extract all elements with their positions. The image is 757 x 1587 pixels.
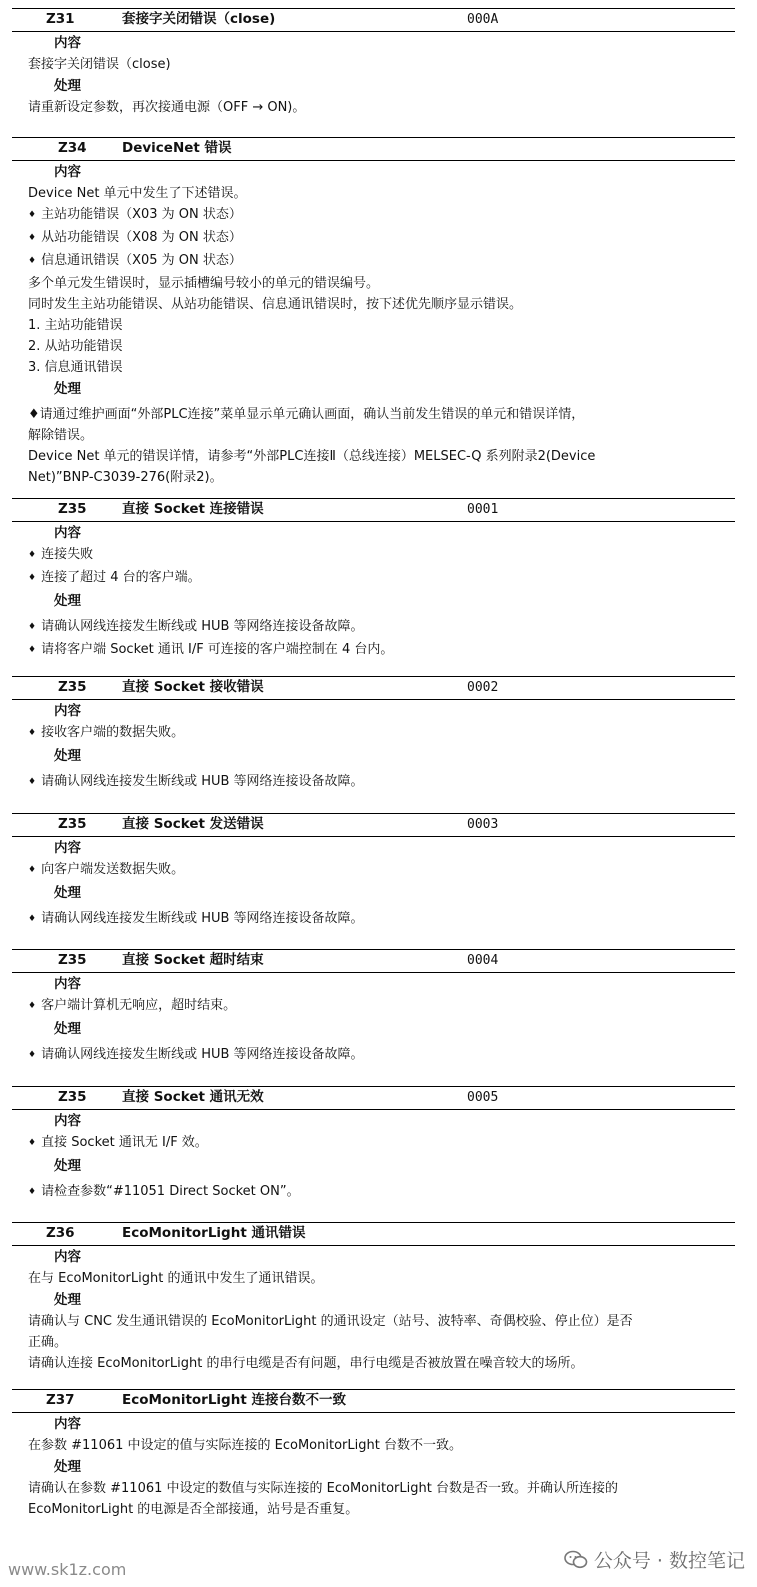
error-code: Z37 xyxy=(46,1392,75,1408)
content-line: ♦ 接收客户端的数据失败。 xyxy=(12,722,735,745)
content-label: 内容 xyxy=(54,703,81,719)
error-number: 0004 xyxy=(467,953,499,968)
content-label: 内容 xyxy=(54,1416,81,1432)
error-title: 直接 Socket 超时结束 xyxy=(122,952,264,968)
content-label: 内容 xyxy=(54,976,81,992)
action-line: 请确认在参数 #11061 中设定的数值与实际连接的 EcoMonitorLight 台数是否一致。并确认所连接的 xyxy=(28,1481,618,1496)
error-section xyxy=(12,137,735,488)
error-title: 直接 Socket 发送错误 xyxy=(122,816,264,832)
content-line: ♦ 从站功能错误（X08 为 ON 状态） xyxy=(12,227,735,250)
error-section xyxy=(12,8,735,118)
error-title: DeviceNet 错误 xyxy=(122,140,232,156)
error-title: 直接 Socket 接收错误 xyxy=(122,679,264,695)
action-line: 请重新设定参数，再次接通电源（OFF → ON)。 xyxy=(28,100,306,115)
content-label: 内容 xyxy=(54,164,81,180)
error-code: Z35 xyxy=(58,679,87,695)
error-header xyxy=(12,1086,735,1110)
action-line: 请确认与 CNC 发生通讯错误的 EcoMonitorLight 的通讯设定（站号、波特率、奇偶校验、停止位）是否 xyxy=(28,1314,633,1329)
content-line: ♦ 客户端计算机无响应，超时结束。 xyxy=(12,995,735,1018)
error-section xyxy=(12,498,735,662)
content-line: 套接字关闭错误（close) xyxy=(28,57,171,72)
action-line: ♦ 请检查参数“#11051 Direct Socket ON”。 xyxy=(12,1181,735,1204)
content-line: 2. 从站功能错误 xyxy=(28,339,123,354)
error-code: Z31 xyxy=(46,11,75,27)
error-header xyxy=(12,137,735,161)
error-number: 0003 xyxy=(467,817,499,832)
error-code: Z35 xyxy=(58,1089,87,1105)
error-title: EcoMonitorLight 通讯错误 xyxy=(122,1225,306,1241)
action-label: 处理 xyxy=(54,1158,81,1174)
action-line: EcoMonitorLight 的电源是否全部接通，站号是否重复。 xyxy=(28,1502,359,1517)
content-line: ♦ 连接了超过 4 台的客户端。 xyxy=(12,567,735,590)
error-code: Z35 xyxy=(58,501,87,517)
error-code: Z35 xyxy=(58,816,87,832)
error-number: 0001 xyxy=(467,502,499,517)
error-title: 直接 Socket 通讯无效 xyxy=(122,1089,264,1105)
action-label: 处理 xyxy=(54,1459,81,1475)
error-title: 套接字关闭错误（close) xyxy=(122,11,276,27)
error-code: Z34 xyxy=(58,140,87,156)
content-line: ♦ 向客户端发送数据失败。 xyxy=(12,859,735,882)
error-number: 0002 xyxy=(467,680,499,695)
error-section xyxy=(12,813,735,931)
error-title: EcoMonitorLight 连接台数不一致 xyxy=(122,1392,346,1408)
action-label: 处理 xyxy=(54,1021,81,1037)
content-line: ♦ 信息通讯错误（X05 为 ON 状态） xyxy=(12,250,735,273)
action-line: ♦ 请确认网线连接发生断线或 HUB 等网络连接设备故障。 xyxy=(12,908,735,931)
error-header xyxy=(12,1222,735,1246)
action-label: 处理 xyxy=(54,748,81,764)
action-label: 处理 xyxy=(54,1292,81,1308)
content-line: Device Net 单元中发生了下述错误。 xyxy=(28,186,247,201)
action-line: ♦ 请确认网线连接发生断线或 HUB 等网络连接设备故障。 xyxy=(12,771,735,794)
error-number: 000A xyxy=(467,12,499,27)
account-name: 公众号 · 数控笔记 xyxy=(593,1550,745,1572)
content-line: ♦ 连接失败 xyxy=(12,544,735,567)
content-line: 在参数 #11061 中设定的值与实际连接的 EcoMonitorLight 台数不一致。 xyxy=(28,1438,462,1453)
action-label: 处理 xyxy=(54,78,81,94)
error-header xyxy=(12,813,735,837)
content-line: 同时发生主站功能错误、从站功能错误、信息通讯错误时，按下述优先顺序显示错误。 xyxy=(28,297,523,312)
error-header xyxy=(12,949,735,973)
site-watermark: www.sk1z.com xyxy=(8,1560,127,1579)
content-label: 内容 xyxy=(54,1249,81,1265)
action-line: 解除错误。 xyxy=(28,428,94,443)
content-label: 内容 xyxy=(54,1113,81,1129)
error-header xyxy=(12,498,735,522)
action-line: 请确认连接 EcoMonitorLight 的串行电缆是否有问题，串行电缆是否被放置在噪音较大的场所。 xyxy=(28,1356,584,1371)
error-header xyxy=(12,676,735,700)
content-label: 内容 xyxy=(54,840,81,856)
error-title: 直接 Socket 连接错误 xyxy=(122,501,264,517)
content-line: 3. 信息通讯错误 xyxy=(28,360,123,375)
content-line: 1. 主站功能错误 xyxy=(28,318,123,333)
error-code: Z36 xyxy=(46,1225,75,1241)
account-watermark xyxy=(564,1546,745,1573)
action-line: Net)”BNP-C3039-276(附录2)。 xyxy=(28,470,223,485)
content-line: ♦ 主站功能错误（X03 为 ON 状态） xyxy=(12,204,735,227)
content-label: 内容 xyxy=(54,35,81,51)
action-line: ♦ 请确认网线连接发生断线或 HUB 等网络连接设备故障。 xyxy=(12,1044,735,1067)
error-header xyxy=(12,8,735,32)
action-line: ♦ 请将客户端 Socket 通讯 I/F 可连接的客户端控制在 4 台内。 xyxy=(12,639,735,662)
content-line: ♦ 直接 Socket 通讯无 I/F 效。 xyxy=(12,1132,735,1155)
error-section xyxy=(12,1086,735,1204)
action-line: Device Net 单元的错误详情，请参考“外部PLC连接Ⅱ（总线连接）MELSEC-Q 系列附录2(Device xyxy=(28,449,596,464)
action-label: 处理 xyxy=(54,593,81,609)
action-line: 正确。 xyxy=(28,1335,68,1350)
error-code: Z35 xyxy=(58,952,87,968)
error-section xyxy=(12,949,735,1067)
error-section xyxy=(12,676,735,794)
content-label: 内容 xyxy=(54,525,81,541)
error-section xyxy=(12,1222,735,1374)
action-label: 处理 xyxy=(54,885,81,901)
wechat-icon xyxy=(564,1550,588,1570)
error-number: 0005 xyxy=(467,1090,499,1105)
action-label: 处理 xyxy=(54,381,81,397)
action-line: ♦ 请确认网线连接发生断线或 HUB 等网络连接设备故障。 xyxy=(12,616,735,639)
content-line: 多个单元发生错误时，显示插槽编号较小的单元的错误编号。 xyxy=(28,276,380,291)
error-section xyxy=(12,1389,735,1520)
content-line: 在与 EcoMonitorLight 的通讯中发生了通讯错误。 xyxy=(28,1271,324,1286)
action-line: ♦请通过维护画面“外部PLC连接”菜单显示单元确认画面，确认当前发生错误的单元和错误详情， xyxy=(28,407,585,422)
error-header xyxy=(12,1389,735,1413)
